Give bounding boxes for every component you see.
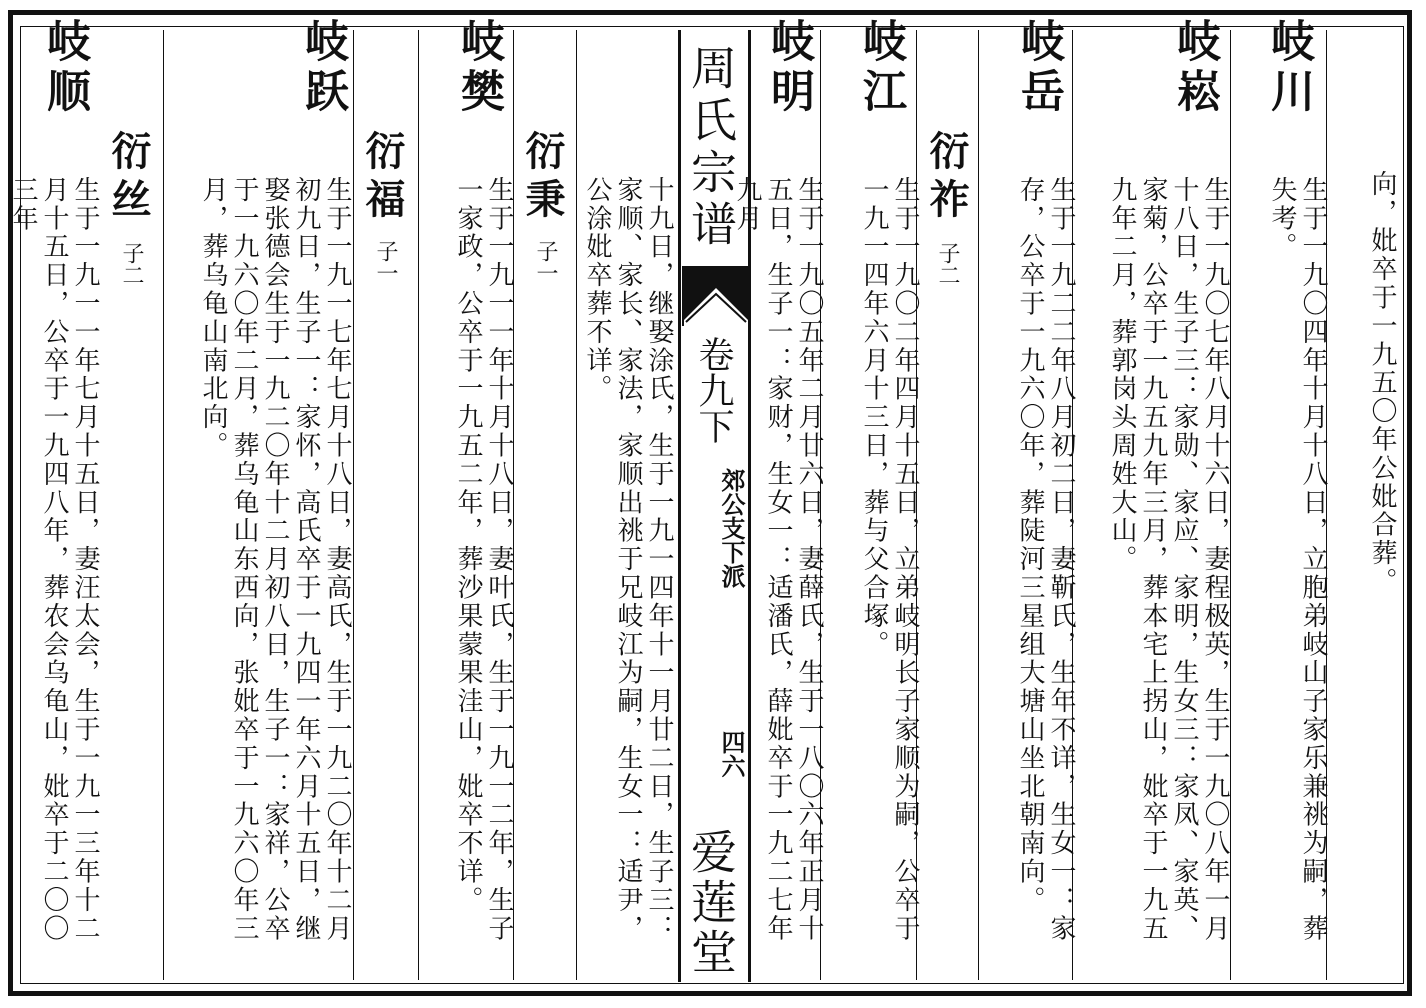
spine-border-right xyxy=(748,30,751,982)
column-divider xyxy=(163,30,164,980)
generation-name: 衍祚 xyxy=(923,130,970,226)
spine-chevron-icon xyxy=(682,280,750,340)
entry-text: 生于一九一七年七月十八日，妻高氏，生于一九二〇年十二月初九日，生子一：家怀，高氏卒于一九四一年六月十五日，继娶张德会生于一九二〇年十二月初八日，生子一：家祥，公卒于一九六〇年二月，葬乌龟山东西向，张妣卒于一九六〇年三月，葬乌龟山南北向。 xyxy=(198,176,352,943)
column-divider xyxy=(576,30,577,980)
genealogy-title: 周氏宗谱 xyxy=(684,44,738,252)
continued-text: 十九日，继娶涂氏，生于一九一四年十一月廿二日，生子三：家顺、家长、家法，家顺出祧于兄岐江为嗣，生女一：适尹，公涂妣卒葬不详。 xyxy=(582,176,674,943)
generation-name: 衍丝 xyxy=(105,130,152,226)
entry-text: 生于一九二二年八月初二日，妻靳氏，生年不详，生女一：家存，公卒于一九六〇年，葬陡河三星组大塘山坐北朝南向。 xyxy=(1015,176,1076,943)
spine-border-left xyxy=(678,30,681,982)
sons-count: 子一 xyxy=(533,240,558,284)
entry-name: 岐岳 xyxy=(1013,18,1064,118)
branch-label: 郊公支下派 xyxy=(717,468,746,588)
entry-name: 岐明 xyxy=(763,18,814,118)
entry-text: 生于一九〇二年四月十五日，立弟岐明长子家顺为嗣，公卒于一九一四年六月十三日，葬与父合塚。 xyxy=(859,176,920,943)
column-divider xyxy=(1230,30,1231,980)
continued-text: 向，妣卒于一九五〇年公妣合葬。 xyxy=(1367,170,1397,596)
sons-count: 子二 xyxy=(935,242,960,286)
entry-name: 岐川 xyxy=(1263,18,1314,118)
entry-name: 岐顺 xyxy=(39,18,90,118)
generation-name: 衍福 xyxy=(359,130,406,226)
column-divider xyxy=(418,30,419,980)
entry-name: 岐江 xyxy=(855,18,906,118)
column-divider xyxy=(978,30,979,980)
entry-text: 生于一九〇四年十月十八日，立胞弟岐山子家乐兼祧为嗣，葬失考。 xyxy=(1267,176,1328,943)
generation-name: 衍秉 xyxy=(519,130,566,226)
hall-name: 爱莲堂 xyxy=(684,828,738,978)
sons-count: 子二 xyxy=(119,242,144,286)
entry-text: 生于一九〇七年八月十六日，妻程极英，生于一九〇八年一月十八日，生子三：家勋、家应、家明，生女三：家凤、家英、家菊，公卒于一九五九年三月，葬本宅上拐山，妣卒于一九五九年二月，葬郭岗头周姓大山。 xyxy=(1107,176,1230,943)
column-divider xyxy=(353,30,354,980)
entry-name: 岐崧 xyxy=(1169,18,1220,118)
entry-name: 岐樊 xyxy=(453,18,504,118)
entry-name: 岐跃 xyxy=(297,18,348,118)
volume-label: 卷九下 xyxy=(693,336,734,444)
entry-text: 生于一九一一年十月十八日，妻叶氏，生于一九一二年，生子一家政，公卒于一九五二年，葬沙果蒙果洼山，妣卒不详。 xyxy=(453,176,514,943)
page-number: 四六 xyxy=(717,730,746,778)
entry-text: 生于一九〇五年二月廿六日，妻薛氏，生于一八〇六年正月十五日，生子一：家财，生女一：适潘氏，薛妣卒于一九二七年九月 xyxy=(732,176,824,943)
entry-text: 生于一九一一年七月十五日，妻汪太会，生于一九一三年十二月十五日，公卒于一九四八年，葬农会乌龟山，妣卒于二〇〇三年 xyxy=(8,176,100,943)
sons-count: 子一 xyxy=(373,240,398,284)
